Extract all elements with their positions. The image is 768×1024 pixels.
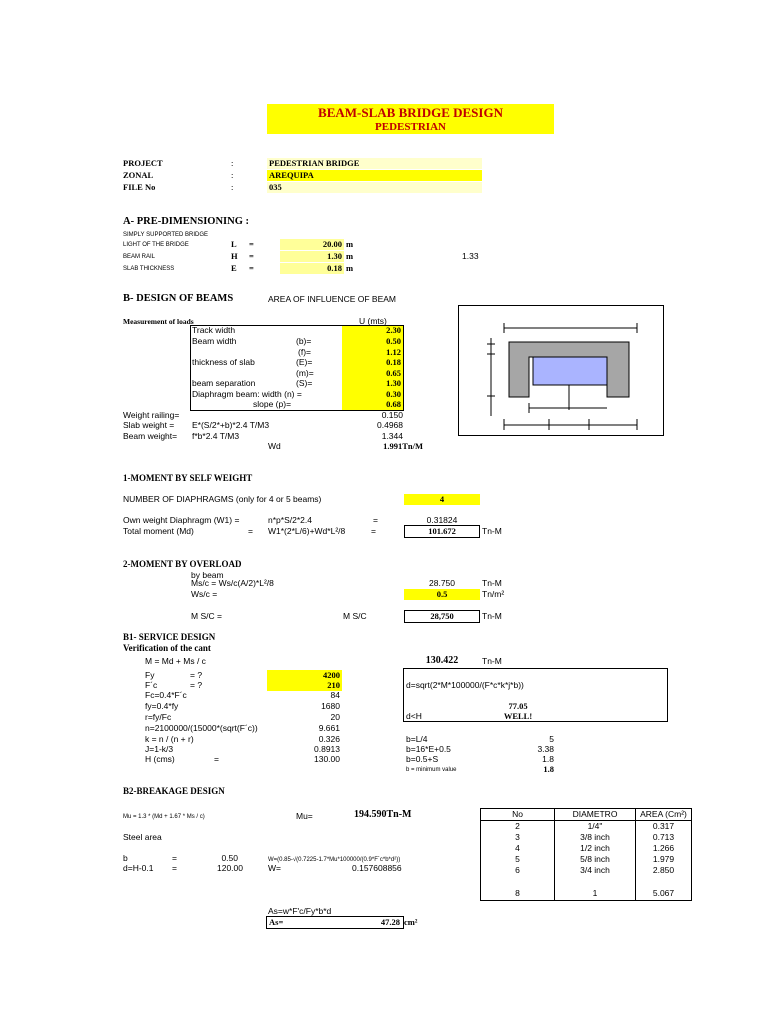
total-moment-formula: W1*(2*L/6)+Wd*L²/8 [268, 526, 346, 536]
total-moment-equals: = [371, 526, 376, 536]
service-row-label: n=2100000/(15000*(sqrt(F´c)) [145, 723, 258, 733]
service-row-label: Fc=0.4*F´c [145, 690, 187, 700]
as-label: As= [269, 917, 284, 927]
total-moment-label: Total moment (Md) [123, 526, 194, 536]
beam-param-symbol: (E)= [296, 357, 313, 367]
measurement-of-loads-label: Measurement of loads [123, 317, 194, 326]
by-beam-label: by beam [191, 570, 224, 580]
beam-param-value: 0.18 [386, 357, 401, 367]
own-weight-formula: n*p*S/2*2.4 [268, 515, 312, 525]
table-row [481, 821, 692, 833]
beam-section-diagram [458, 305, 664, 436]
table-cell: 5.067 [636, 887, 692, 901]
table-cell: 1/2 inch [555, 843, 636, 854]
table-cell: 2.850 [636, 865, 692, 876]
pre-row-unit: m [346, 251, 354, 261]
beam-param-label: Track width [192, 325, 236, 335]
beam-param-value: 0.30 [386, 389, 401, 399]
service-row-value: 84 [330, 690, 340, 700]
beam-param-value: 0.65 [386, 368, 401, 378]
wsc-value: 0.5 [404, 589, 480, 600]
d-check-label: d<H [406, 711, 422, 721]
pre-row-value: 1.30 [280, 251, 344, 262]
service-row-label: J=1-k/3 [145, 744, 174, 754]
weight-value: 0.4968 [377, 420, 403, 430]
beam-param-value: 0.68 [386, 399, 401, 409]
pre-row-label: LIGHT OF THE BRIDGE [123, 242, 189, 248]
table-cell: 5/8 inch [555, 854, 636, 865]
zonal-label: ZONAL [123, 170, 154, 180]
b-row-label: b=L/4 [406, 734, 428, 744]
weight-formula: f*b*2.4 T/M3 [192, 431, 240, 441]
service-row-value: 20 [330, 712, 340, 722]
table-cell: 3/4 inch [555, 865, 636, 876]
service-row-value: 0.8913 [314, 744, 340, 754]
as-formula: As=w*F'c/Fy*b*d [268, 906, 332, 916]
msc-total-value: 28,750 [430, 611, 454, 621]
title-banner [267, 104, 554, 134]
table-cell: 6 [481, 865, 555, 876]
pre-row-value: 20.00 [280, 239, 344, 250]
wd-label: Wd [268, 441, 281, 451]
b-minimum-value: 1.8 [543, 764, 554, 774]
beam-param-value: 0.50 [386, 336, 401, 346]
mu-formula: Mu = 1.3 * (Md + 1.67 * Ms / c) [123, 814, 205, 820]
mu-value: 194.590Tn-M [354, 809, 412, 820]
table-cell: 5 [481, 854, 555, 865]
beam-param-label: beam separation [192, 378, 256, 388]
verification-label: Verification of the cant [123, 643, 211, 653]
service-row-value: 9.661 [318, 723, 340, 733]
w-label: W= [268, 863, 281, 873]
service-row-label: fy=0.4*fy [145, 701, 179, 711]
service-row-value: 210 [267, 680, 342, 691]
table-cell: 4 [481, 843, 555, 854]
project-value: PEDESTRIAN BRIDGE [267, 158, 482, 169]
simply-supported-label: SIMPLY SUPPORTED BRIDGE [123, 232, 209, 238]
service-row-label: H (cms) [145, 754, 175, 764]
breakage-b-eq: = [172, 853, 177, 863]
service-row-value: 4200 [267, 670, 342, 681]
beam-param-label: slope (p)= [253, 399, 292, 409]
own-weight-equals: = [373, 515, 378, 525]
steel-area-label: Steel area [123, 832, 162, 842]
d-formula: d=sqrt(2*M*100000/(F*c*k*j*b)) [406, 680, 524, 690]
pre-row-label: BEAM RAIL [123, 254, 156, 260]
weight-label: Weight railing= [123, 410, 180, 420]
table-cell [555, 876, 636, 887]
table-cell: 1.266 [636, 843, 692, 854]
service-row-value: 130.00 [314, 754, 340, 764]
project-colon: : [231, 158, 234, 168]
pre-row-symbol: H [231, 251, 238, 261]
b-minimum-label: b = minimum value [406, 767, 457, 773]
beam-param-label: thickness of slab [192, 357, 255, 367]
table-row [481, 865, 692, 876]
table-header-cell: DIAMETRO [555, 809, 636, 821]
wd-value: 1.991Tn/M [383, 441, 423, 451]
diaphragms-value: 4 [404, 494, 480, 505]
b-row-label: b=16*E+0.5 [406, 744, 451, 754]
table-row [481, 832, 692, 843]
pre-extra-value: 1.33 [462, 251, 479, 261]
beam-param-symbol: (m)= [296, 368, 314, 378]
beam-section-drawing [459, 306, 663, 435]
weight-value: 1.344 [381, 431, 403, 441]
moment-overload-heading: 2-MOMENT BY OVERLOAD [123, 559, 242, 569]
table-row [481, 843, 692, 854]
b-row-label: b=0.5+S [406, 754, 439, 764]
beam-param-value: 2.30 [386, 325, 401, 335]
page-title: BEAM-SLAB BRIDGE DESIGN [318, 105, 503, 120]
msc-unit: Tn-M [482, 578, 502, 588]
msc-total-unit: Tn-M [482, 611, 502, 621]
pre-row-symbol: L [231, 239, 237, 249]
table-cell: 3 [481, 832, 555, 843]
pre-dimensioning-heading: A- PRE-DIMENSIONING : [123, 216, 249, 227]
as-value: 47.28 [380, 917, 400, 927]
breakage-design-heading: B2-BREAKAGE DESIGN [123, 786, 225, 796]
area-of-influence-label: AREA OF INFLUENCE OF BEAM [268, 294, 396, 304]
service-row-eq: = ? [190, 680, 203, 690]
weight-formula: E*(S/2*+b)*2.4 T/M3 [192, 420, 270, 430]
own-weight-label: Own weight Diaphragm (W1) = [123, 515, 240, 525]
table-header-cell: No [481, 809, 555, 821]
wsc-unit: Tn/m² [482, 589, 505, 599]
beam-param-label: Diaphragm beam: width (n) = [192, 389, 302, 399]
table-row [481, 854, 692, 865]
pre-row-unit: m [346, 239, 354, 249]
beam-param-symbol: (f)= [298, 347, 311, 357]
total-moment-value: 101.672 [428, 526, 456, 536]
table-cell: 0.713 [636, 832, 692, 843]
msc-total-label: M S/C = [191, 611, 222, 621]
m-formula: M = Md + Ms / c [145, 656, 206, 666]
pre-row-unit: m [346, 263, 354, 273]
table-header-cell: AREA (Cm²) [636, 809, 692, 821]
table-row [481, 887, 692, 901]
table-cell: 2 [481, 821, 555, 833]
breakage-d-value: 120.00 [217, 863, 243, 873]
table-row [481, 876, 692, 887]
beam-param-value: 1.30 [386, 378, 401, 388]
b-row-value: 3.38 [537, 744, 554, 754]
table-cell: 8 [481, 887, 555, 901]
table-cell [481, 876, 555, 887]
file-colon: : [231, 182, 234, 192]
breakage-d-label: d=H-0.1 [123, 863, 154, 873]
zonal-value: AREQUIPA [267, 170, 482, 181]
service-design-heading: B1- SERVICE DESIGN [123, 632, 216, 642]
table-cell: 1.979 [636, 854, 692, 865]
table-cell: 3/8 inch [555, 832, 636, 843]
page-subtitle: PEDESTRIAN [375, 121, 446, 133]
m-unit: Tn-M [482, 656, 502, 666]
pre-row-symbol: E [231, 263, 237, 273]
pre-row-equals: = [249, 239, 254, 249]
pre-row-equals: = [249, 263, 254, 273]
msc-total-mid-label: M S/C [343, 611, 367, 621]
service-row-value: 1680 [321, 701, 340, 711]
beam-param-label: Beam width [192, 336, 237, 346]
b-row-value: 1.8 [542, 754, 554, 764]
total-moment-equals: = [248, 526, 253, 536]
file-label: FILE No [123, 182, 156, 192]
file-value: 035 [267, 182, 482, 193]
service-row-label: Fy [145, 670, 155, 680]
d-check-value: WELL! [503, 711, 533, 721]
moment-self-weight-heading: 1-MOMENT BY SELF WEIGHT [123, 473, 253, 483]
service-row-label: k = n / (n + r) [145, 734, 194, 744]
service-row-eq: = ? [190, 670, 203, 680]
rebar-table [480, 808, 692, 901]
pre-row-value: 0.18 [280, 263, 344, 274]
table-cell: 0.317 [636, 821, 692, 833]
zonal-colon: : [231, 170, 234, 180]
d-value: 77.05 [508, 701, 528, 711]
b-row-value: 5 [549, 734, 554, 744]
pre-row-label: SLAB THICKNESS [123, 266, 175, 272]
table-cell [636, 876, 692, 887]
breakage-b-label: b [123, 853, 128, 863]
w-value: 0.157608856 [352, 863, 402, 873]
table-cell: 1/4" [555, 821, 636, 833]
as-unit: cm² [404, 917, 418, 927]
rebar-table-header [481, 809, 692, 821]
pre-row-equals: = [249, 251, 254, 261]
design-of-beams-heading: B- DESIGN OF BEAMS [123, 293, 234, 304]
table-cell: 1 [555, 887, 636, 901]
weight-value: 0.150 [381, 410, 403, 420]
w-formula: W=(0.85-√(0.7225-1.7*Mu*100000/(0.9*F´c*b*d²)) [268, 857, 401, 863]
beam-param-symbol: (S)= [296, 378, 313, 388]
diaphragms-label: NUMBER OF DIAPHRAGMS (only for 4 or 5 beams) [123, 494, 322, 504]
m-value: 130.422 [425, 655, 459, 666]
beam-param-value: 1.12 [386, 347, 401, 357]
total-moment-unit: Tn-M [482, 526, 502, 536]
service-row-eq: = [214, 754, 219, 764]
mu-label: Mu= [296, 811, 313, 821]
msc-value: 28.750 [429, 578, 455, 588]
breakage-b-value: 0.50 [221, 853, 238, 863]
service-row-label: F´c [145, 680, 158, 690]
service-row-value: 0.326 [318, 734, 340, 744]
own-weight-value: 0.31824 [426, 515, 458, 525]
weight-label: Beam weight= [123, 431, 178, 441]
wsc-label: Ws/c = [191, 589, 218, 599]
msc-formula: Ms/c = Ws/c(A/2)*L²/8 [191, 578, 274, 588]
breakage-d-eq: = [172, 863, 177, 873]
service-row-label: r=fy/Fc [145, 712, 172, 722]
beam-param-symbol: (b)= [296, 336, 312, 346]
weight-label: Slab weight = [123, 420, 175, 430]
project-label: PROJECT [123, 158, 163, 168]
unit-label: U (mts) [359, 316, 387, 326]
